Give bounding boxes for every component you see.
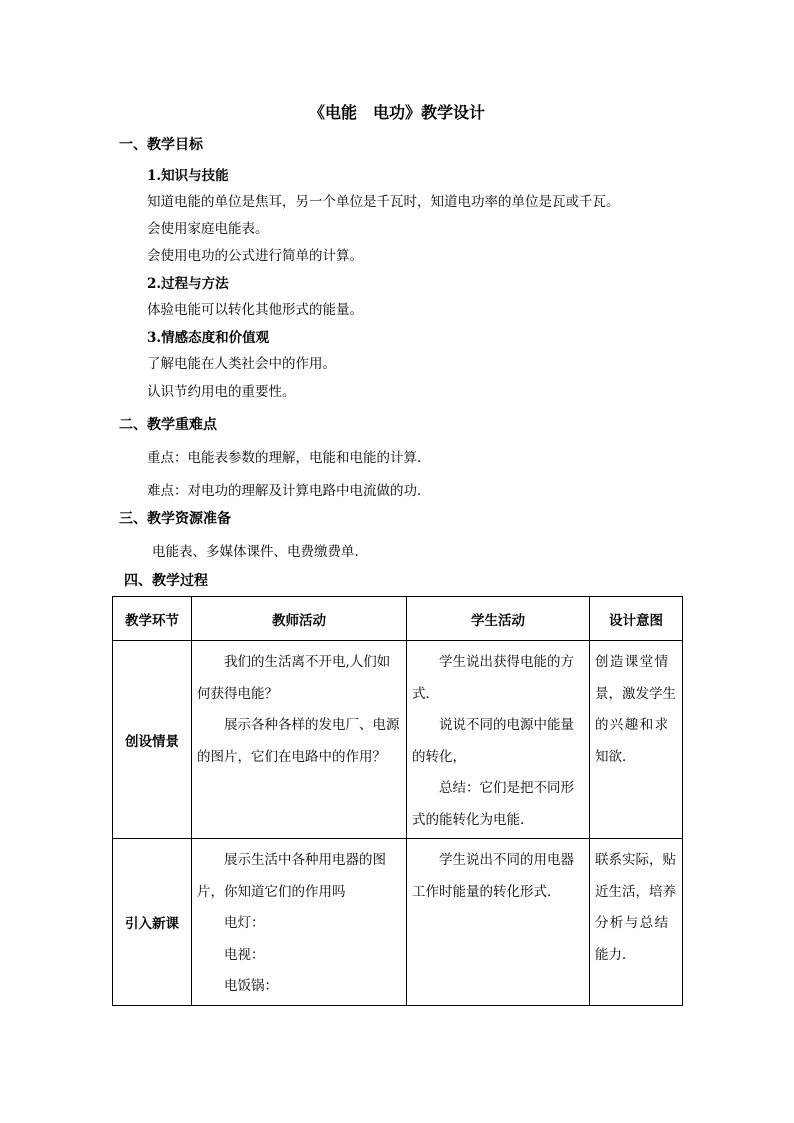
cell-line: 创造课堂情 [595,654,670,670]
header-cell: 教学环节 [113,597,192,641]
header-cell: 学生活动 [407,597,590,641]
student-activity-cell [407,641,590,839]
cell-line: 式的能转化为电能． [412,811,534,828]
subheading-knowledge: 1.知识与技能 [147,168,229,184]
student-activity-cell [407,839,590,1006]
subheading-attitude: 3.情感态度和价值观 [147,330,270,346]
section-heading-objectives: 一、教学目标 [119,137,203,153]
cell-line: 近生活，培养 [595,883,676,900]
objective-line: 了解电能在人类社会中的作用。 [147,356,336,372]
table-row [113,641,683,839]
cell-line: 片，你知道它们的作用吗 [197,883,346,900]
cell-line: 分析与总结 [595,915,670,931]
cell-line: 学生说出获得电能的方 [439,654,574,670]
teaching-process-table [112,596,683,1006]
cell-line: 工作时能量的转化形式． [412,883,561,900]
cell-line: 总结：它们是把不同形 [439,780,574,796]
design-intent-cell [590,641,683,839]
subheading-process: 2.过程与方法 [147,276,229,292]
table-row [113,839,683,1006]
teacher-activity-cell [192,839,407,1006]
stage-cell: 创设情景 [113,641,192,839]
section-heading-keypoints: 二、教学重难点 [119,417,217,433]
objective-line: 认识节约用电的重要性。 [147,384,296,400]
objective-line: 会使用家庭电能表。 [147,221,269,237]
document-title: 《电能 电功》教学设计 [308,103,485,122]
cell-line: 说说不同的电源中能量 [439,717,574,733]
cell-line: 景，激发学生 [595,685,676,702]
cell-line: 的转化， [412,748,466,765]
design-intent-cell [590,839,683,1006]
cell-line: 能力． [595,946,636,963]
objective-line: 会使用电功的公式进行简单的计算。 [147,248,363,264]
header-cell: 设计意图 [590,597,683,641]
cell-line: 展示各种各样的发电厂、电源 [224,717,400,733]
objective-line: 体验电能可以转化其他形式的能量。 [147,302,363,318]
objective-line: 知道电能的单位是焦耳，另一个单位是千瓦时，知道电功率的单位是瓦或千瓦。 [147,194,620,210]
cell-line: 何获得电能？ [197,685,278,702]
resource-line: 电能表、多媒体课件、电费缴费单． [152,544,368,560]
cell-line: 展示生活中各种用电器的图 [224,852,386,868]
table-header-row [113,597,683,641]
cell-line: 的图片，它们在电路中的作用？ [197,748,386,765]
cell-line: 知欲． [595,748,636,765]
stage-cell: 引入新课 [113,839,192,1006]
cell-line: 电视： [224,946,265,963]
teacher-activity-cell [192,641,407,839]
section-heading-process: 四、教学过程 [124,573,208,589]
cell-line: 联系实际，贴 [595,852,676,868]
section-heading-resources: 三、教学资源准备 [119,511,231,527]
cell-line: 电灯： [224,915,265,931]
keypoint-line: 难点：对电功的理解及计算电路中电流做的功． [147,483,431,499]
cell-line: 的兴趣和求 [595,717,670,733]
cell-line: 我们的生活离不开电,人们如 [224,654,391,670]
keypoint-line: 重点：电能表参数的理解，电能和电能的计算． [147,450,431,466]
cell-line: 式． [412,685,439,702]
cell-line: 电饭锅： [224,978,278,994]
cell-line: 学生说出不同的用电器 [439,852,574,868]
header-cell: 教师活动 [192,597,407,641]
